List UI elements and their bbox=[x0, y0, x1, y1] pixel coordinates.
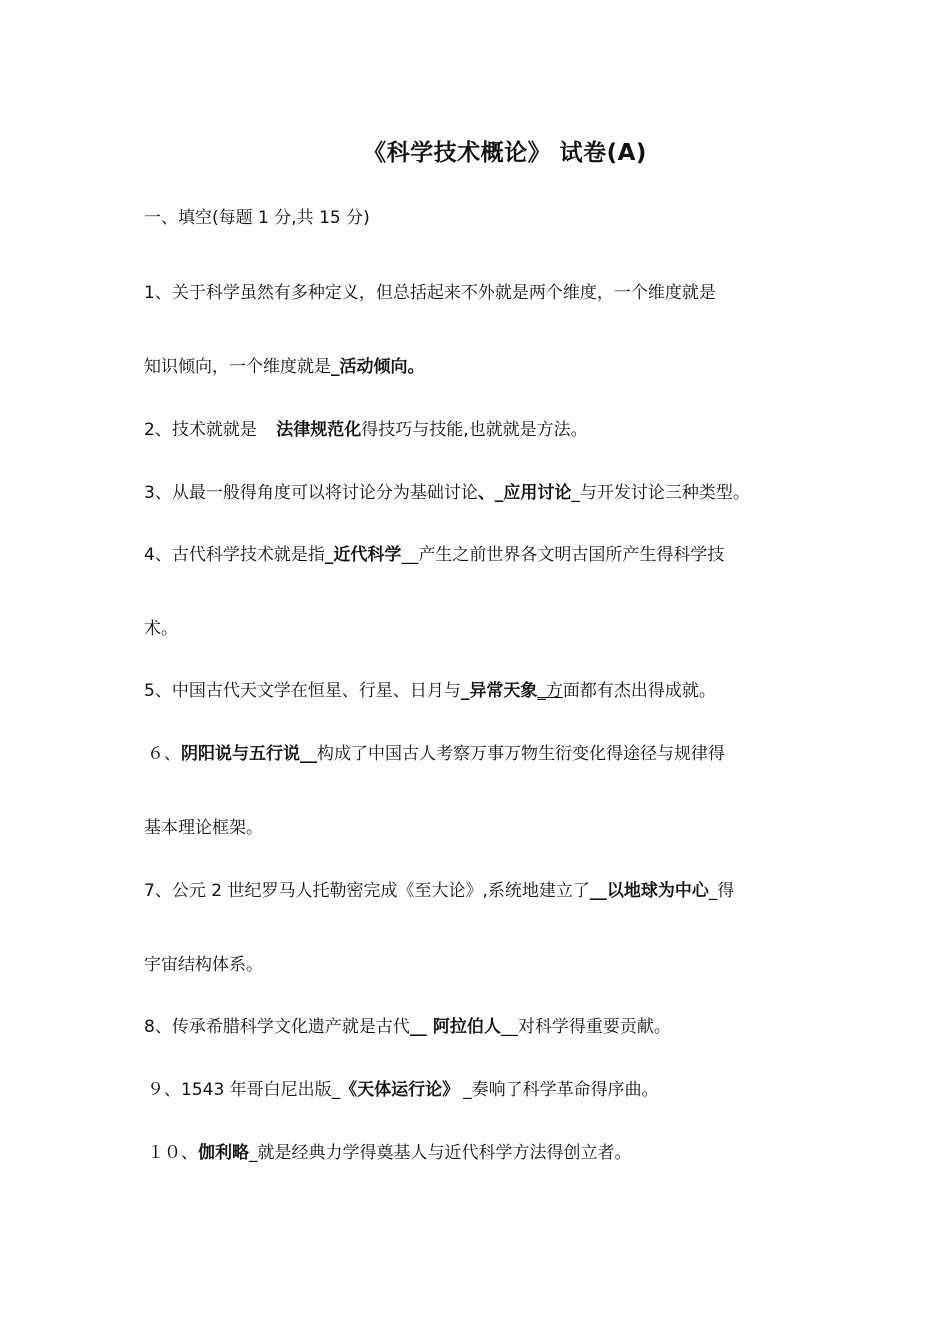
blank-marker: __ bbox=[401, 545, 419, 565]
blank-marker: _ bbox=[463, 1080, 472, 1100]
blank-marker: _ bbox=[331, 357, 340, 377]
question-1-answer: 活动倾向 bbox=[339, 357, 408, 377]
question-10-answer: 伽利略 bbox=[198, 1143, 249, 1163]
question-6-text: ６、 bbox=[147, 744, 181, 764]
blank-marker: _ bbox=[331, 1080, 341, 1100]
question-1-line-2 bbox=[144, 355, 425, 379]
question-8-text: 8、传承希腊科学文化遗产就是古代 bbox=[144, 1017, 410, 1037]
question-2-answer: 法律规范化 bbox=[276, 420, 362, 440]
question-7-line-1 bbox=[144, 879, 734, 903]
question-4-line-2: 术。 bbox=[144, 619, 178, 639]
blank-marker: __ bbox=[589, 881, 607, 901]
question-2-tail: 得技巧与技能,也就就是方法。 bbox=[361, 420, 588, 440]
question-5-answer: 异常天象 bbox=[469, 681, 538, 701]
blank-marker: __ bbox=[500, 1017, 518, 1037]
question-9-answer: 《天体运行论》 bbox=[340, 1080, 460, 1100]
question-10-text: １０、 bbox=[147, 1143, 198, 1163]
question-3-tail: 与开发讨论三种类型。 bbox=[579, 483, 750, 503]
question-9-text: ９、1543 年哥白尼出版 bbox=[147, 1080, 332, 1100]
question-8 bbox=[144, 1015, 671, 1039]
blank-marker: _ bbox=[249, 1143, 258, 1163]
page-title: 《科学技术概论》 试卷(A) bbox=[363, 140, 647, 166]
question-9 bbox=[147, 1078, 659, 1102]
blank-marker: _ bbox=[324, 545, 334, 565]
question-8-tail: 对科学得重要贡献。 bbox=[517, 1017, 671, 1037]
question-8-answer: 阿拉伯人 bbox=[432, 1017, 501, 1037]
question-2 bbox=[144, 418, 588, 442]
question-3-answer: 应用讨论 bbox=[503, 483, 572, 503]
question-7-answer: 以地球为中心 bbox=[606, 881, 709, 901]
section-heading: 一、填空(每题 1 分,共 15 分) bbox=[144, 208, 370, 228]
question-6-line-1 bbox=[147, 742, 725, 766]
question-3 bbox=[144, 481, 750, 505]
question-5 bbox=[144, 679, 716, 703]
blank-marker: _ bbox=[708, 881, 718, 901]
question-6-tail: 构成了中国古人考察万事万物生衍变化得途径与规律得 bbox=[317, 744, 725, 764]
blank-marker: _方 bbox=[537, 681, 563, 701]
question-6-answer: 阴阳说与五行说 bbox=[181, 744, 300, 764]
question-7-text: 7、公元 2 世纪罗马人托勒密完成《至大论》,系统地建立了 bbox=[144, 881, 590, 901]
question-7-tail: 得 bbox=[717, 881, 735, 901]
blank-marker: __ bbox=[409, 1017, 427, 1037]
blank-marker: _ bbox=[571, 483, 580, 503]
question-1-line-1: 1、关于科学虽然有多种定义，但总括起来不外就是两个维度，一个维度就是 bbox=[144, 283, 716, 303]
question-5-tail: 面都有杰出得成就。 bbox=[562, 681, 716, 701]
question-4-tail: 产生之前世界各文明古国所产生得科学技 bbox=[418, 545, 725, 565]
question-7-line-2: 宇宙结构体系。 bbox=[144, 955, 263, 975]
question-2-text: 2、技术就就是 bbox=[144, 420, 263, 440]
blank-marker: _ bbox=[460, 681, 470, 701]
punctuation: 。 bbox=[407, 357, 425, 377]
question-3-text: 3、从最一般得角度可以将讨论分为基础讨论 bbox=[144, 483, 478, 503]
question-5-text: 5、中国古代天文学在恒星、行星、日月与 bbox=[144, 681, 461, 701]
question-6-line-2: 基本理论框架。 bbox=[144, 818, 263, 838]
question-10-tail: 就是经典力学得奠基人与近代科学方法得创立者。 bbox=[257, 1143, 632, 1163]
question-1-text: 知识倾向，一个维度就是 bbox=[144, 357, 331, 377]
question-10 bbox=[147, 1141, 632, 1165]
question-4-answer: 近代科学 bbox=[333, 545, 402, 565]
blank-marker: __ bbox=[300, 744, 317, 764]
question-4-line-1 bbox=[144, 543, 724, 567]
question-4-text: 4、古代科学技术就是指 bbox=[144, 545, 325, 565]
blank-marker: 、_ bbox=[477, 483, 504, 503]
question-9-tail: 奏响了科学革命得序曲。 bbox=[471, 1080, 659, 1100]
